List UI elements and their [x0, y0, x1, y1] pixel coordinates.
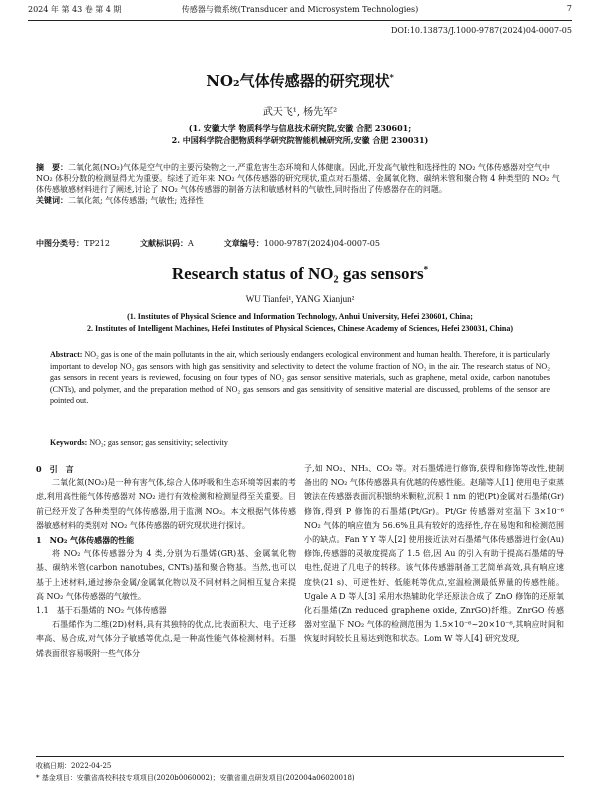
- doi: DOI:10.13873/J.1000-9787(2024)04-0007-05: [391, 26, 572, 35]
- authors-english: WU Tianfei¹, YANG Xianjun²: [245, 294, 355, 304]
- keywords-english-label: Keywords:: [50, 438, 88, 447]
- title-english: [0, 264, 600, 284]
- section-0-paragraph: 二氧化氮(NO₂)是一种有害气体,综合人体呼吸和生态环境等因素的考虑,利用高性能气体传感器对 NO₂ 进行有效检测和检测显得至关重要。目前已经开发了各种类型的气体传感器,用于监测 NO₂。本文根据气体传感器敏感材料的类别对 NO₂ 气体传感器的研究现状进行探讨。: [36, 478, 296, 530]
- keywords-english-text: NO₂; gas sensor; gas sensitivity; selectivity: [89, 438, 228, 447]
- keywords-chinese-text: 二氧化氮; 气体传感器; 气敏性; 选择性: [68, 196, 204, 205]
- abstract-chinese-label: 摘 要：: [36, 162, 68, 172]
- classification-info: [36, 238, 564, 249]
- document-code: 文献标识码：A: [140, 238, 194, 248]
- footnote: [36, 756, 564, 784]
- title-english-text: Research status of NO₂ gas sensors: [171, 264, 424, 283]
- section-1-1-paragraph: 石墨烯作为二维(2D)材料,具有其独特的优点,比表面积大、电子迁移率高、易合成,对气体分子敏感等优点,是一种高性能气体检测材料。石墨烯表面很容易吸附一些气体分: [36, 620, 296, 658]
- funding-info: * 基金项目：安徽省高校科技专项项目(2020b0060002)；安徽省重点研发项目(202004a06020018): [36, 774, 355, 782]
- section-0-heading: 0 引 言: [36, 464, 74, 474]
- affiliation-chinese-1: (1. 安徽大学 物质科学与信息技术研究院,安徽 合肥 230601;: [188, 123, 412, 133]
- clc-number: 中图分类号：TP212: [36, 238, 110, 248]
- title-english-mark: *: [423, 264, 429, 275]
- right-column-paragraph: 子,如 NO₂、NH₃、CO₂ 等。对石墨烯进行修饰,获得和修饰等改性,使制备出的 NO₂ 气体传感器具有优越的传感性能。赵瑞等人[1] 使用电子束蒸镀法在传感器表面沉积银纳米颗粒,沉积 1 nm 的钯(Pt)金属对石墨烯(Gr)修饰,得到 P 修饰的石墨烯(Pt/Gr)。Pt/Gr 传感器对室温下 3×10⁻⁶ NO₂ 气体的响应值为 56.6%且具有较好的选择性,存在易饱和和检测范围小的缺点。Fan Y Y 等人[2] 使用接近法对石墨烯气体传感器进行金(Au)修饰,传感器的灵敏度提高了 1.5 倍,因 Au 的引入有助于提高石墨烯的导电性,促进了几电子的转移。该气体传感器制备工艺简单高效,具有响应速度快(21 s)、可逆性好、低能耗等优点,室温检测最低界量的传感性能。Ugale A D 等人[3] 采用水热辅助化学还原法合成了 ZnO 修饰的还原氧化石墨烯(Zn reduced graphene oxide, ZnrGO)纤维。ZnrGO 传感器对室温下 NO₂ 气体的检测范围为 1.5×10⁻⁶~20×10⁻⁶,其响应时间和恢复时间较长且易达到饱和状态。Lom W 等人[4] 研究发现,: [304, 464, 564, 644]
- title-chinese: [0, 70, 600, 91]
- abstract-english-text: NO₂ gas is one of the main pollutants in the air, which seriously endangers ecological environment and human health. Therefore, it is particularly important to develop NO₂ gas sensors with high gas sensitivity and selectivity to detect the volume fraction of NO₂ in the air. The research status of NO₂ gas sensors in recent years is reviewed, focusing on four types of NO₂ gas sensor sensitive materials, such as graphene, metal oxide, carbon nanotubes (CNTs), and polymer, and the preparation method of NO₂ gas sensors and gas sensitivity of sensitive material are discussed, problems of the sensor are pointed out.: [50, 350, 551, 405]
- section-1-heading: 1 NO₂ 气体传感器的性能: [36, 535, 135, 546]
- section-1-1-heading: 1.1 基于石墨烯的 NO₂ 气体传感器: [36, 606, 167, 616]
- abstract-chinese-text: 二氧化氮(NO₂)气体是空气中的主要污染物之一,严重危害生态环境和人体健康。因此,开发高气敏性和选择性的 NO₂ 气体传感器对空气中 NO₂ 体积分数的检测显得尤为重要。综述了近年来 NO₂ 气体传感器的研究现状,重点对石墨烯、金属氧化物、碳纳米管和聚合物 4 种类型的 NO₂ 气体传感敏感材料进行了阐述,讨论了 NO₂ 气体传感器的制备方法和敏感材料的气敏性,同时指出了传感器存在的问题。: [36, 163, 560, 194]
- abstract-chinese: [36, 162, 564, 206]
- authors-chinese: 武天飞¹, 杨先军²: [262, 107, 338, 118]
- title-chinese-text: NO₂气体传感器的研究现状: [206, 72, 390, 90]
- affiliation-english-1: (1. Institutes of Physical Science and Information Technology, Anhui University, Hefei 230601, China;: [127, 312, 473, 321]
- running-header: [28, 4, 572, 21]
- keywords-chinese-label: 关键词：: [36, 195, 68, 205]
- received-date: 收稿日期：2022-04-25: [36, 762, 112, 770]
- abstract-english: [50, 349, 550, 407]
- article-number: 文章编号：1000-9787(2024)04-0007-05: [223, 238, 380, 248]
- abstract-english-label: Abstract:: [50, 350, 83, 359]
- journal-name: 传感器与微系统(Transducer and Microsystem Technologies): [181, 5, 419, 14]
- affiliation-english-2: 2. Institutes of Intelligent Machines, Hefei Institutes of Physical Sciences, Chinese Academy of Sciences, Hefei 230031, China): [87, 324, 513, 333]
- page-number: 7: [566, 4, 572, 13]
- title-chinese-mark: *: [389, 72, 394, 82]
- affiliation-chinese-2: 2. 中国科学院合肥物质科学研究院智能机械研究所,安徽 合肥 230031): [171, 135, 429, 145]
- keywords-english: [50, 438, 550, 447]
- section-1-paragraph: 将 NO₂ 气体传感器分为 4 类,分别为石墨烯(GR)基、金属氧化物基、碳纳米管(carbon nanotubes, CNTs)基和聚合物基。当然,也可以基于上述材料,通过掺杂金属/金属氧化物以及不同材料之间相互复合来提高 NO₂ 气体传感器的气敏性。: [36, 549, 296, 601]
- body-right-column: [304, 462, 564, 647]
- issue-info: 2024 年 第 43 卷 第 4 期: [28, 5, 122, 14]
- body-left-column: [36, 462, 296, 661]
